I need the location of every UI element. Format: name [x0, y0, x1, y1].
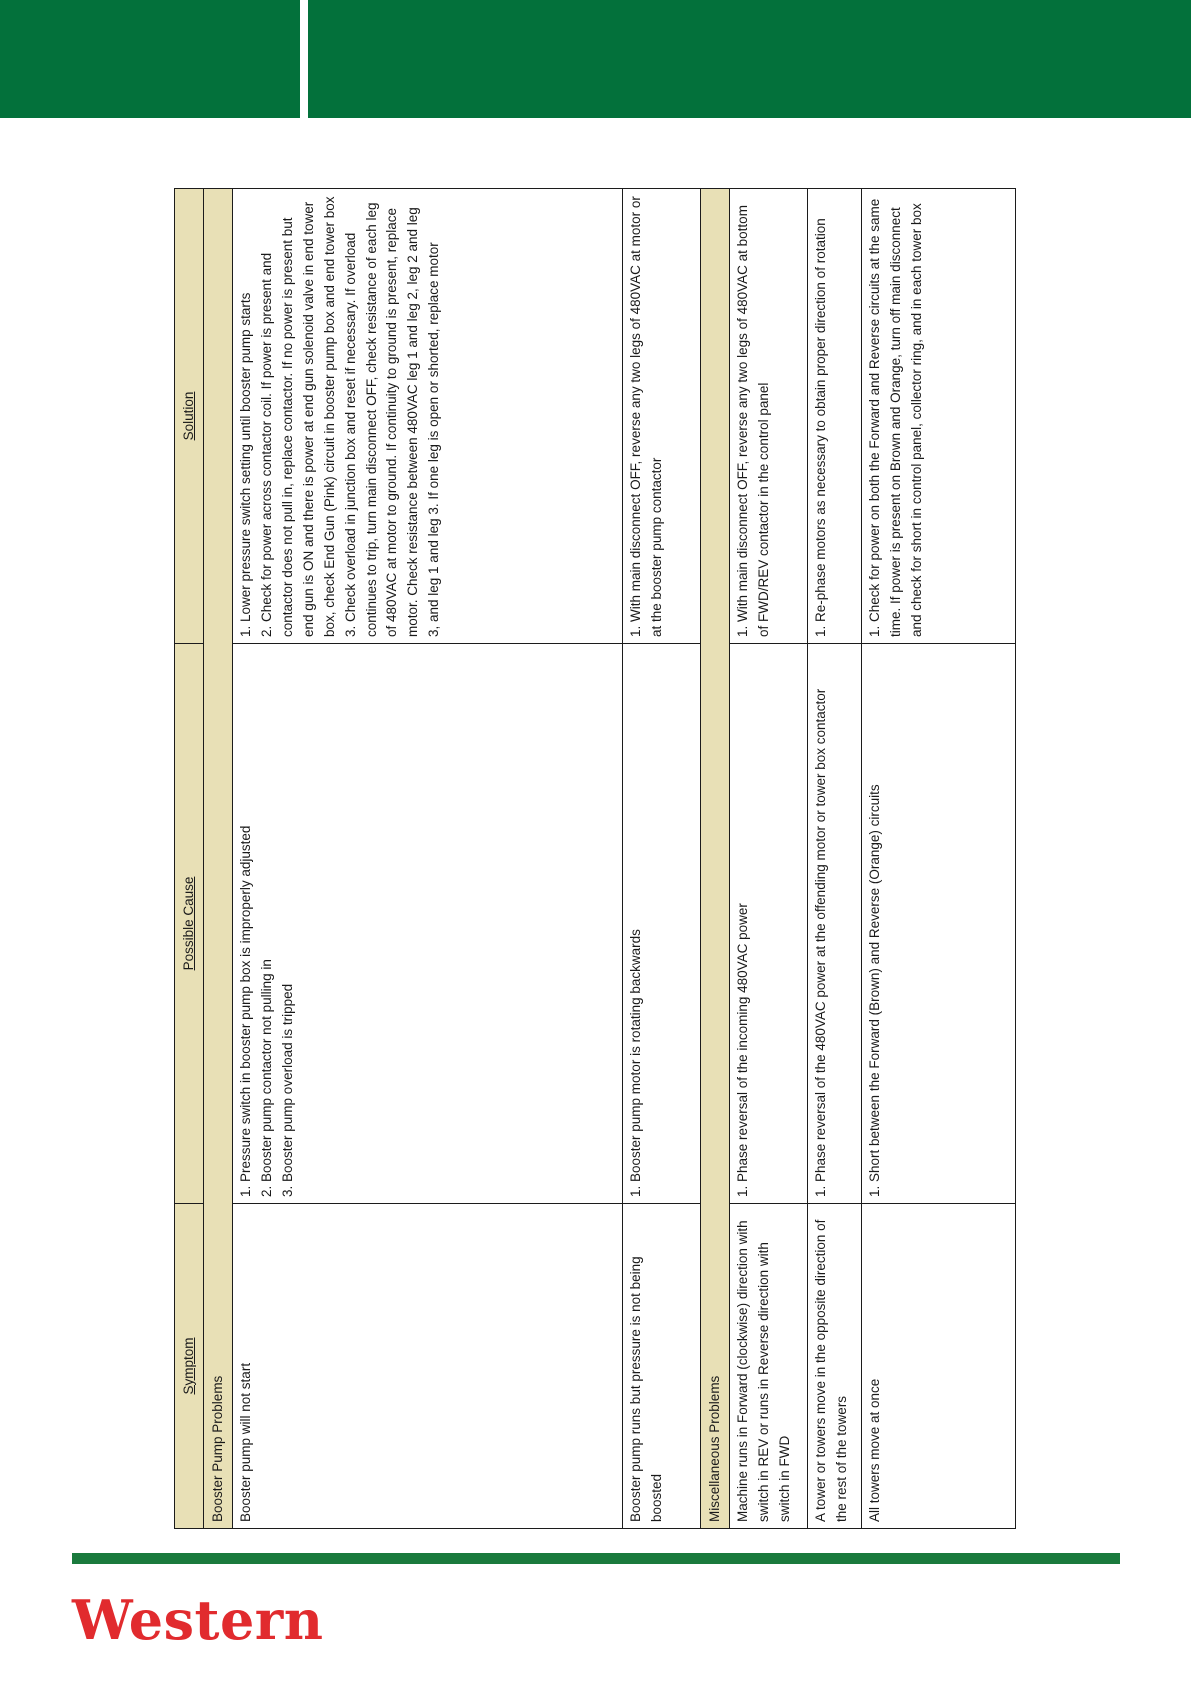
table-row [808, 189, 862, 1529]
cause-cell [623, 644, 701, 1204]
solution-item: 1. With main disconnect OFF, reverse any two legs of 480VAC at bottom of FWD/REV contactor in the control panel [735, 205, 771, 637]
table-header-row [175, 189, 204, 1529]
table-row [233, 189, 623, 1529]
table-row [862, 189, 1016, 1529]
header-solution: Solution [175, 189, 204, 644]
cause-item: 1. Pressure switch in booster pump box is improperly adjusted [238, 825, 253, 1197]
solution-item: 2. Check for power across contactor coil. If power is present and contactor does not pull in, replace contactor. If no power is present but end gun is ON and there is power at end gun solenoid valve in end tower box, check End Gun (Pink) circuit in booster pump box and end tower box [258, 196, 337, 637]
footer-green-bar [72, 1553, 1120, 1564]
section-row-miscellaneous [701, 189, 730, 1529]
symptom-cell: A tower or towers move in the opposite direction of the rest of the towers [808, 1204, 862, 1529]
rotated-page-content [174, 189, 1016, 1529]
symptom-cell: All towers move at once [862, 1204, 1016, 1529]
solution-cell [730, 189, 808, 644]
header-bar-right [308, 0, 1191, 118]
solution-cell [623, 189, 701, 644]
cause-item: 3. Booster pump overload is tripped [279, 983, 295, 1197]
header-possible-cause: Possible Cause [175, 644, 204, 1204]
cause-item: 1. Phase reversal of the 480VAC power at the offending motor or tower box contactor [813, 688, 828, 1197]
section-row-booster-pump [204, 189, 233, 1529]
solution-item: 1. Check for power on both the Forward and Reverse circuits at the same time. If power is present on Brown and Orange, turn off main disconnect and check for short in control panel, collector ring, and in each tower box [867, 198, 924, 637]
cause-cell [730, 644, 808, 1204]
troubleshooting-table [174, 188, 1016, 1529]
solution-cell [808, 189, 862, 644]
symptom-cell: Booster pump runs but pressure is not being boosted [623, 1204, 701, 1529]
solution-item: 1. With main disconnect OFF, reverse any two legs of 480VAC at motor or at the booster pump contactor [628, 196, 664, 637]
header-symptom: Symptom [175, 1204, 204, 1529]
solution-cell [862, 189, 1016, 644]
table-row [623, 189, 701, 1529]
cause-item: 1. Short between the Forward (Brown) and Reverse (Orange) circuits [867, 784, 882, 1197]
solution-item: 1. Re-phase motors as necessary to obtain proper direction of rotation [813, 218, 828, 637]
cause-item: 2. Booster pump contactor not pulling in [258, 959, 274, 1197]
section-title: Booster Pump Problems [204, 189, 233, 1529]
section-title: Miscellaneous Problems [701, 189, 730, 1529]
header-bar-left [0, 0, 300, 118]
table-row [730, 189, 808, 1529]
cause-cell [808, 644, 862, 1204]
western-logo: Western [72, 1588, 324, 1652]
cause-item: 1. Phase reversal of the incoming 480VAC power [735, 903, 750, 1197]
cause-item: 1. Booster pump motor is rotating backwards [628, 929, 643, 1197]
cause-cell [862, 644, 1016, 1204]
solution-cell [233, 189, 623, 644]
symptom-cell: Machine runs in Forward (clockwise) direction with switch in REV or runs in Reverse direction with switch in FWD [730, 1204, 808, 1529]
solution-item: 3. Check overload in junction box and reset if necessary. If overload continues to trip, turn main disconnect OFF, check resistance of each leg of 480VAC at motor to ground. If continuity to ground is present, replace motor. Check resistance between 480VAC leg 1 and leg 2, leg 2 and leg 3, and leg 1 and leg 3. If one leg is open or shorted, replace motor [342, 202, 442, 637]
cause-cell [233, 644, 623, 1204]
solution-item: 1. Lower pressure switch setting until booster pump starts [238, 292, 253, 637]
symptom-cell: Booster pump will not start [233, 1204, 623, 1529]
